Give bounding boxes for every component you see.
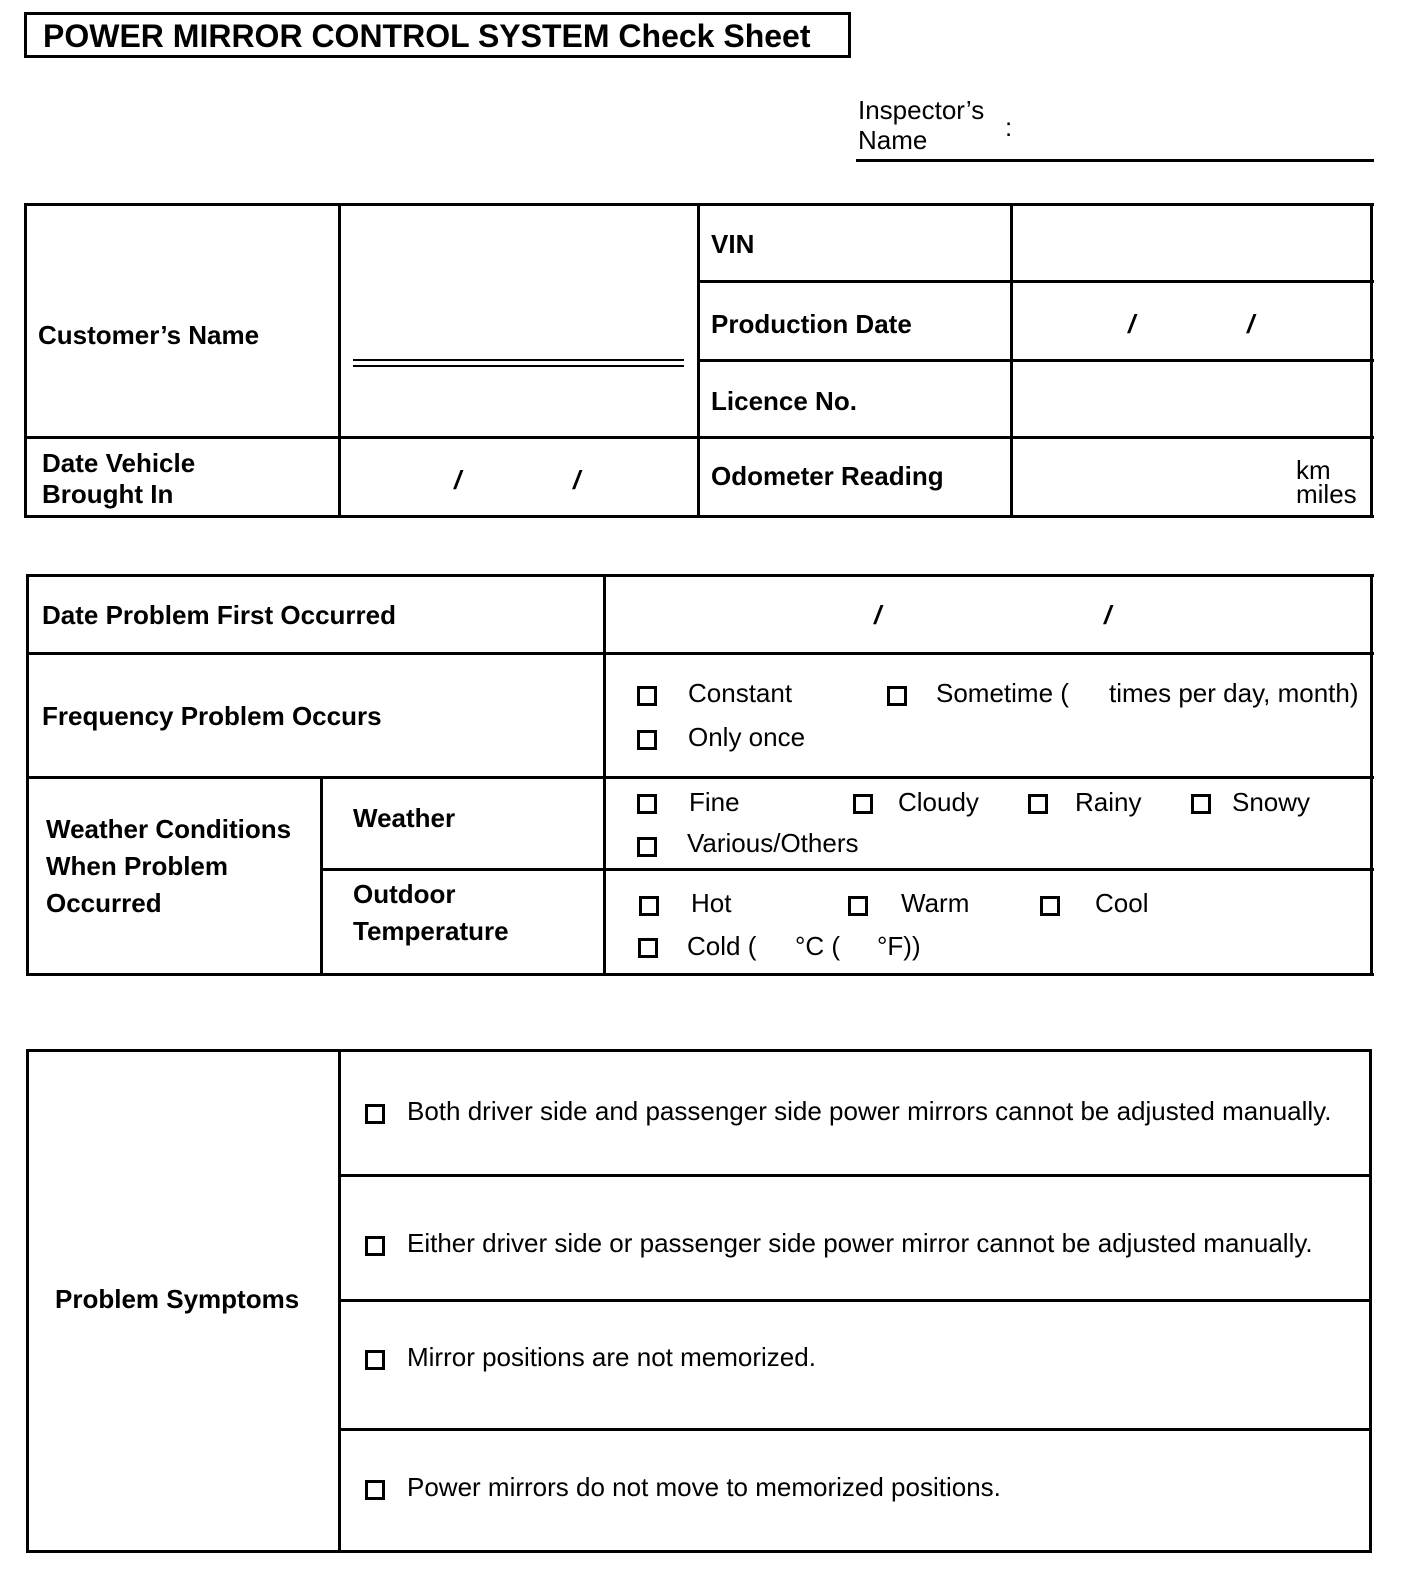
date-separator: / [573, 465, 581, 495]
option-sometime-suffix: times per day, month) [1109, 678, 1359, 708]
option-snowy: Snowy [1232, 787, 1311, 817]
checkbox-sometime[interactable] [887, 686, 907, 706]
checkbox-rainy[interactable] [1028, 794, 1048, 814]
celsius-unit: °C ( [795, 931, 841, 961]
temperature-label-line2: Temperature [353, 916, 509, 946]
weather-conditions-line2: When Problem [46, 851, 229, 881]
date-separator: / [1247, 309, 1255, 339]
date-separator: / [874, 600, 882, 630]
odometer-label: Odometer Reading [711, 461, 944, 491]
checkbox-snowy[interactable] [1191, 794, 1211, 814]
table-divider [26, 776, 1374, 779]
checkbox-symptom[interactable] [365, 1104, 385, 1124]
temperature-label [353, 876, 509, 950]
option-cloudy: Cloudy [898, 787, 979, 817]
date-separator: / [454, 465, 462, 495]
table-border [26, 574, 29, 976]
inspector-label-line2: Name [858, 125, 928, 155]
checkbox-hot[interactable] [639, 896, 659, 916]
weather-conditions-line3: Occurred [46, 888, 162, 918]
customer-name-field[interactable] [353, 359, 684, 361]
licence-field[interactable] [1014, 362, 1369, 435]
table-divider [338, 1299, 1372, 1302]
production-date-label: Production Date [711, 309, 912, 339]
table-divider [338, 203, 341, 518]
page-title: POWER MIRROR CONTROL SYSTEM Check Sheet [24, 12, 851, 58]
table-divider [338, 1174, 1372, 1177]
inspector-name-label [858, 95, 984, 155]
fahrenheit-unit: °F)) [877, 931, 921, 961]
table-divider [26, 652, 1374, 655]
checkbox-cold[interactable] [638, 938, 658, 958]
checkbox-constant[interactable] [637, 686, 657, 706]
table-border [1370, 574, 1373, 976]
symptoms-label: Problem Symptoms [55, 1284, 300, 1314]
option-sometime: Sometime ( [936, 678, 1069, 708]
licence-label: Licence No. [711, 386, 857, 416]
table-divider [1010, 203, 1013, 518]
symptom-item: Both driver side and passenger side power mirrors cannot be adjusted manually. [407, 1096, 1332, 1126]
checkbox-symptom[interactable] [365, 1236, 385, 1256]
checkbox-only-once[interactable] [637, 730, 657, 750]
table-divider [338, 1049, 341, 1553]
option-fine: Fine [689, 787, 740, 817]
table-border [26, 574, 1374, 577]
table-border [24, 203, 27, 518]
date-brought-in-line2: Brought In [42, 479, 174, 509]
table-border [1369, 1049, 1372, 1553]
inspector-name-field[interactable] [856, 159, 1374, 162]
weather-conditions-line1: Weather Conditions [46, 814, 292, 844]
option-cool: Cool [1095, 888, 1149, 918]
odometer-unit-km: km [1296, 455, 1331, 485]
table-border [26, 1049, 29, 1553]
table-divider [338, 1428, 1372, 1431]
inspector-label-line1: Inspector’s [858, 95, 985, 125]
frequency-label: Frequency Problem Occurs [42, 701, 382, 731]
table-divider [320, 868, 1374, 871]
symptom-item: Either driver side or passenger side power mirror cannot be adjusted manually. [407, 1228, 1313, 1258]
table-divider [697, 203, 700, 518]
vin-label: VIN [711, 229, 755, 259]
option-only-once: Only once [688, 722, 806, 752]
symptom-item: Power mirrors do not move to memorized positions. [407, 1472, 1001, 1502]
checkbox-symptom[interactable] [365, 1480, 385, 1500]
table-border [26, 1550, 1372, 1553]
table-border [1370, 203, 1373, 518]
customer-name-underline [353, 365, 684, 367]
odometer-unit-miles: miles [1296, 479, 1357, 509]
option-constant: Constant [688, 678, 793, 708]
checkbox-warm[interactable] [848, 896, 868, 916]
checkbox-various-others[interactable] [637, 837, 657, 857]
date-brought-in-label [42, 448, 195, 510]
option-various-others: Various/Others [687, 828, 859, 858]
date-separator: / [1128, 309, 1136, 339]
date-brought-in-line1: Date Vehicle [42, 448, 196, 478]
weather-label: Weather [353, 803, 456, 833]
symptom-item: Mirror positions are not memorized. [407, 1342, 816, 1372]
table-divider [697, 280, 1374, 283]
first-occurred-label: Date Problem First Occurred [42, 600, 396, 630]
date-separator: / [1104, 600, 1112, 630]
customer-name-label: Customer’s Name [38, 320, 260, 350]
table-divider [320, 776, 323, 976]
option-rainy: Rainy [1075, 787, 1142, 817]
checkbox-symptom[interactable] [365, 1350, 385, 1370]
checkbox-cloudy[interactable] [853, 794, 873, 814]
temperature-label-line1: Outdoor [353, 879, 456, 909]
weather-conditions-label [46, 811, 291, 922]
vin-field[interactable] [1014, 206, 1369, 278]
option-hot: Hot [691, 888, 732, 918]
table-divider [603, 574, 606, 976]
inspector-colon: : [1005, 112, 1013, 142]
table-border [26, 1049, 1372, 1052]
table-border [26, 973, 1374, 976]
option-warm: Warm [901, 888, 970, 918]
checkbox-fine[interactable] [637, 794, 657, 814]
checkbox-cool[interactable] [1040, 896, 1060, 916]
option-cold: Cold ( [687, 931, 757, 961]
